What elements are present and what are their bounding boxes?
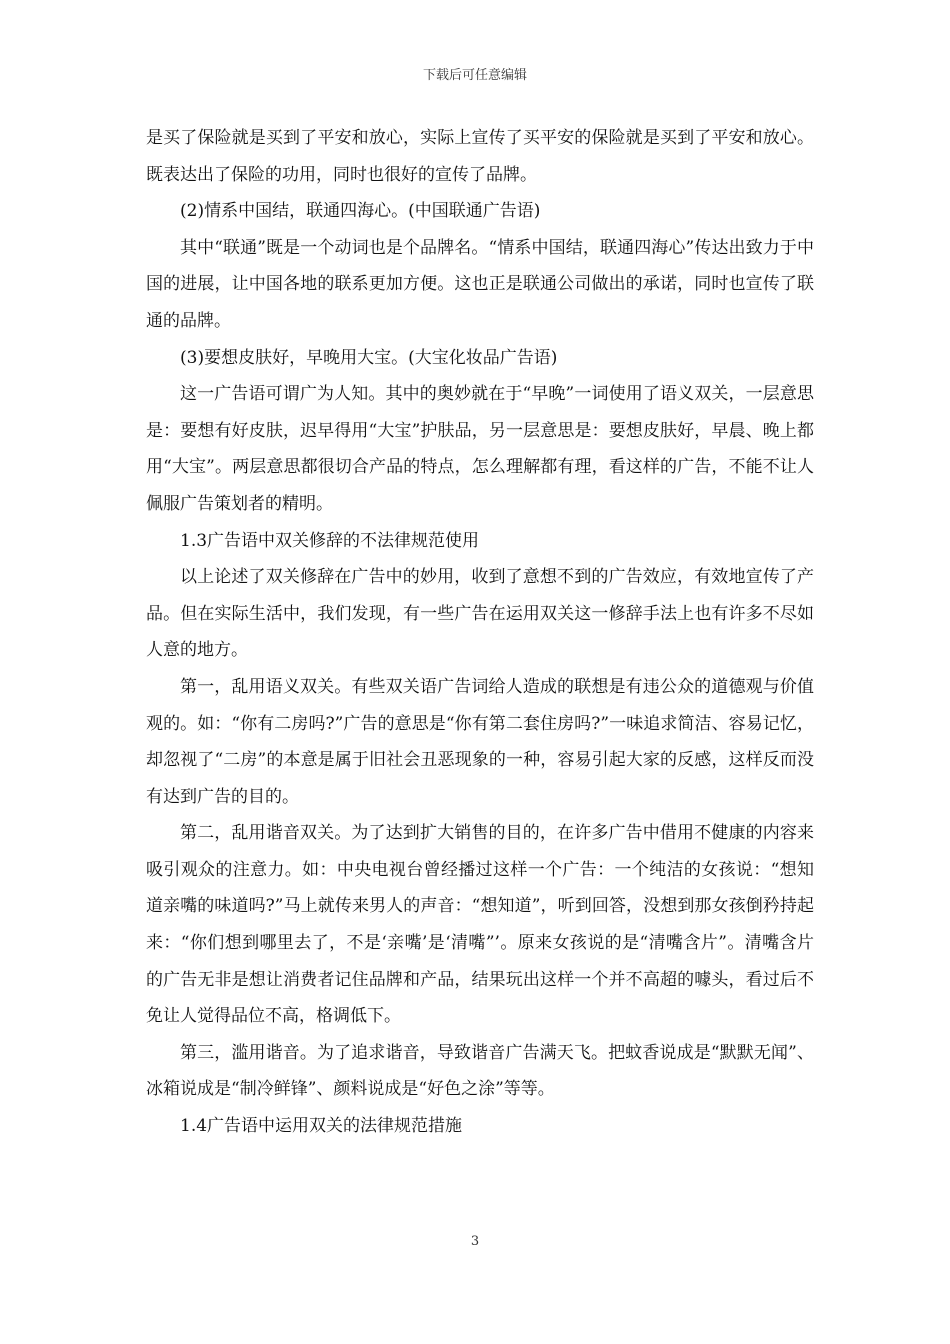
example-3-heading: (3)要想皮肤好，早晚用大宝。(大宝化妆品广告语) (180, 347, 558, 368)
page-header: 下载后可任意编辑 (422, 68, 527, 83)
paragraph-9: 第二，乱用谐音双关。为了达到扩大销售的目的，在许多广告中借用不健康的内容来吸引观众的注意力。如：中央电视台曾经播过这样一个广告：一个纯洁的女孩说：“想知道亲嘴的味道吗?”马上就传来男人的声音：“想知道”，听到回答，没想到那女孩倒矜持起来：“你们想到哪里去了，不是‘亲嘴’是‘清嘴”’。原来女孩说的是“清嘴含片”。清嘴含片的广告无非是想让消费者记住品牌和产品，结果玩出这样一个并不高超的噱头，看过后不免让人觉得品位不高，格调低下。 (146, 823, 814, 1027)
paragraph-8: 第一，乱用语义双关。有些双关语广告词给人造成的联想是有违公众的道德观与价值观的。如：“你有二房吗?”广告的意思是“你有第二套住房吗?”一味追求简洁、容易记忆，却忽视了“二房”的本意是属于旧社会丑恶现象的一种，容易引起大家的反感，这样反而没有达到广告的目的。 (146, 676, 814, 807)
paragraph-10: 第三，滥用谐音。为了追求谐音，导致谐音广告满天飞。把蚊香说成是“默默无闻”、冰箱说成是“制冷鲜锋”、颜料说成是“好色之涂”等等。 (146, 1042, 814, 1100)
page-number: 3 (470, 1234, 480, 1249)
document-body (146, 120, 814, 1145)
example-2-heading: (2)情系中国结，联通四海心。(中国联通广告语) (180, 201, 541, 222)
paragraph-5: 这一广告语可谓广为人知。其中的奥妙就在于“早晚”一词使用了语义双关，一层意思是：要想有好皮肤，迟早得用“大宝”护肤品，另一层意思是：要想皮肤好，早晨、晚上都用“大宝”。两层意思都很切合产品的特点，怎么理解都有理，看这样的广告，不能不让人佩服广告策划者的精明。 (146, 384, 814, 514)
section-1-3-heading: 1.3广告语中双关修辞的不法律规范使用 (180, 530, 480, 551)
paragraph-7: 以上论述了双关修辞在广告中的妙用，收到了意想不到的广告效应，有效地宣传了产品。但在实际生活中，我们发现，有一些广告在运用双关这一修辞手法上也有许多不尽如人意的地方。 (146, 567, 814, 661)
paragraph-3: 其中“联通”既是一个动词也是个品牌名。“情系中国结，联通四海心”传达出致力于中国的进展，让中国各地的联系更加方便。这也正是联通公司做出的承诺，同时也宣传了联通的品牌。 (146, 237, 814, 331)
paragraph-1: 是买了保险就是买到了平安和放心，实际上宣传了买平安的保险就是买到了平安和放心。既表达出了保险的功用，同时也很好的宣传了品牌。 (146, 128, 814, 185)
section-1-4-heading: 1.4广告语中运用双关的法律规范措施 (180, 1116, 463, 1137)
